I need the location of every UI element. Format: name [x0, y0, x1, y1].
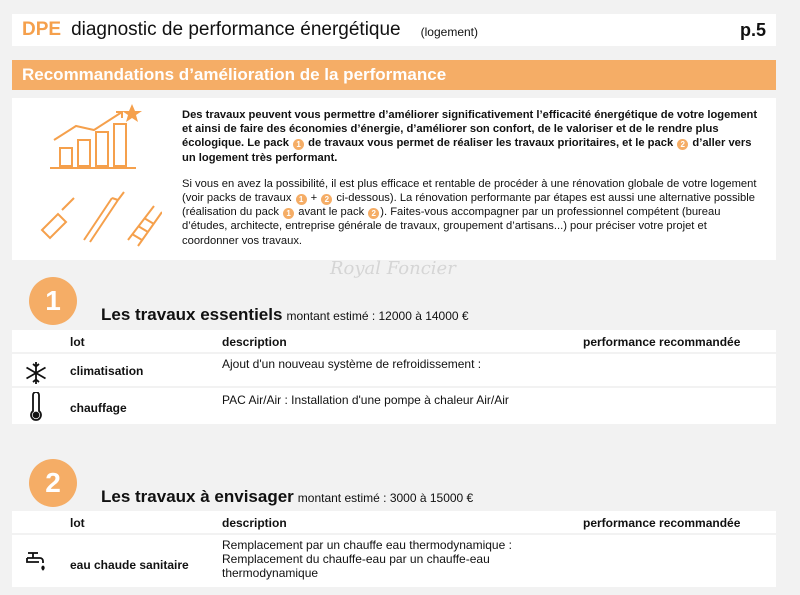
- pack-2-marker: 2: [321, 194, 332, 205]
- intro-para-b: +: [310, 192, 318, 205]
- col-lot: lot: [70, 516, 85, 530]
- intro-para-d: avant le pack: [298, 206, 365, 219]
- faucet-icon: [24, 549, 48, 573]
- intro-panel: [12, 98, 776, 260]
- col-performance: performance recommandée: [583, 335, 741, 349]
- document-subtitle: (logement): [420, 25, 478, 39]
- pack-2-estimate: montant estimé : 3000 à 15000 €: [297, 491, 474, 505]
- pack-2-title: [101, 487, 473, 507]
- pack-1-table-header: [12, 330, 776, 352]
- col-description: description: [222, 335, 287, 349]
- pack-2-marker: 2: [368, 208, 379, 219]
- pack-2-badge: 2: [29, 459, 77, 507]
- col-performance: performance recommandée: [583, 516, 741, 530]
- row-description: Ajout d'un nouveau système de refroidissement :: [222, 357, 482, 371]
- pack-1-title-text: Les travaux essentiels: [101, 305, 283, 324]
- pack-1-marker: 1: [296, 194, 307, 205]
- thermometer-icon: [24, 392, 48, 422]
- renovation-icons: [32, 102, 162, 252]
- intro-para-c: ci-dessous). La rénovation performante par étapes est aussi une alternative possible (réalisation du pack: [182, 192, 755, 219]
- tools-icon: [42, 192, 162, 246]
- pack-1-marker: 1: [293, 139, 304, 150]
- intro-bold-paragraph: [182, 108, 762, 165]
- row-description-line-1: Remplacement par un chauffe eau thermodynamique :: [222, 538, 512, 552]
- watermark-logo: Royal Foncier: [330, 258, 456, 279]
- pack-2-title-text: Les travaux à envisager: [101, 487, 294, 506]
- row-lot: climatisation: [70, 364, 144, 378]
- intro-bold-c: d’aller vers un logement très performant.: [182, 137, 752, 164]
- pack-1-marker: 1: [283, 208, 294, 219]
- pack-2-marker: 2: [677, 139, 688, 150]
- row-description: PAC Air/Air : Installation d'une pompe à chaleur Air/Air: [222, 393, 509, 407]
- snowflake-icon: [24, 361, 48, 385]
- star-icon: [122, 104, 142, 122]
- row-description-line-2: Remplacement du chauffe-eau par un chauffe-eau thermodynamique: [222, 552, 490, 580]
- intro-paragraph: [182, 177, 762, 248]
- intro-text: [182, 108, 762, 248]
- growth-chart-icon: [50, 112, 136, 168]
- row-lot: chauffage: [70, 401, 127, 415]
- page-header: [12, 14, 776, 46]
- page-number: p.5: [739, 19, 766, 40]
- table-row: [12, 535, 776, 587]
- col-description: description: [222, 516, 287, 530]
- intro-bold-b: de travaux vous permet de réaliser les travaux prioritaires, et le pack: [308, 137, 674, 150]
- row-description: [222, 538, 562, 580]
- col-lot: lot: [70, 335, 85, 349]
- intro-para-a: Si vous en avez la possibilité, il est plus efficace et rentable de procéder à une rénovation globale de votre logement (voir packs de travaux: [182, 177, 757, 205]
- table-row: [12, 388, 776, 424]
- row-lot: eau chaude sanitaire: [70, 558, 189, 572]
- section-banner: Recommandations d’amélioration de la performance: [12, 60, 776, 90]
- pack-1-title: [101, 305, 469, 325]
- intro-para-e: ). Faites-vous accompagner par un professionnel compétent (bureau d’études, architecte, entreprise générale de travaux, groupement d’artisans...) pour préciser votre projet et coordonner vos travaux.: [182, 206, 721, 247]
- pack-2-table-header: [12, 511, 776, 533]
- table-row: [12, 354, 776, 386]
- intro-bold-a: Des travaux peuvent vous permettre d’améliorer significativement l’efficacité énergétique de votre logement et ainsi de faire des économies d’énergie, d’améliorer son confort, de le valoriser et de le rendre plus écologique. Le pack: [182, 109, 758, 150]
- pack-1-badge: 1: [29, 277, 77, 325]
- document-title: diagnostic de performance énergétique: [71, 19, 401, 40]
- pack-1-estimate: montant estimé : 12000 à 14000 €: [286, 309, 469, 323]
- dpe-logo-text: DPE: [22, 19, 62, 40]
